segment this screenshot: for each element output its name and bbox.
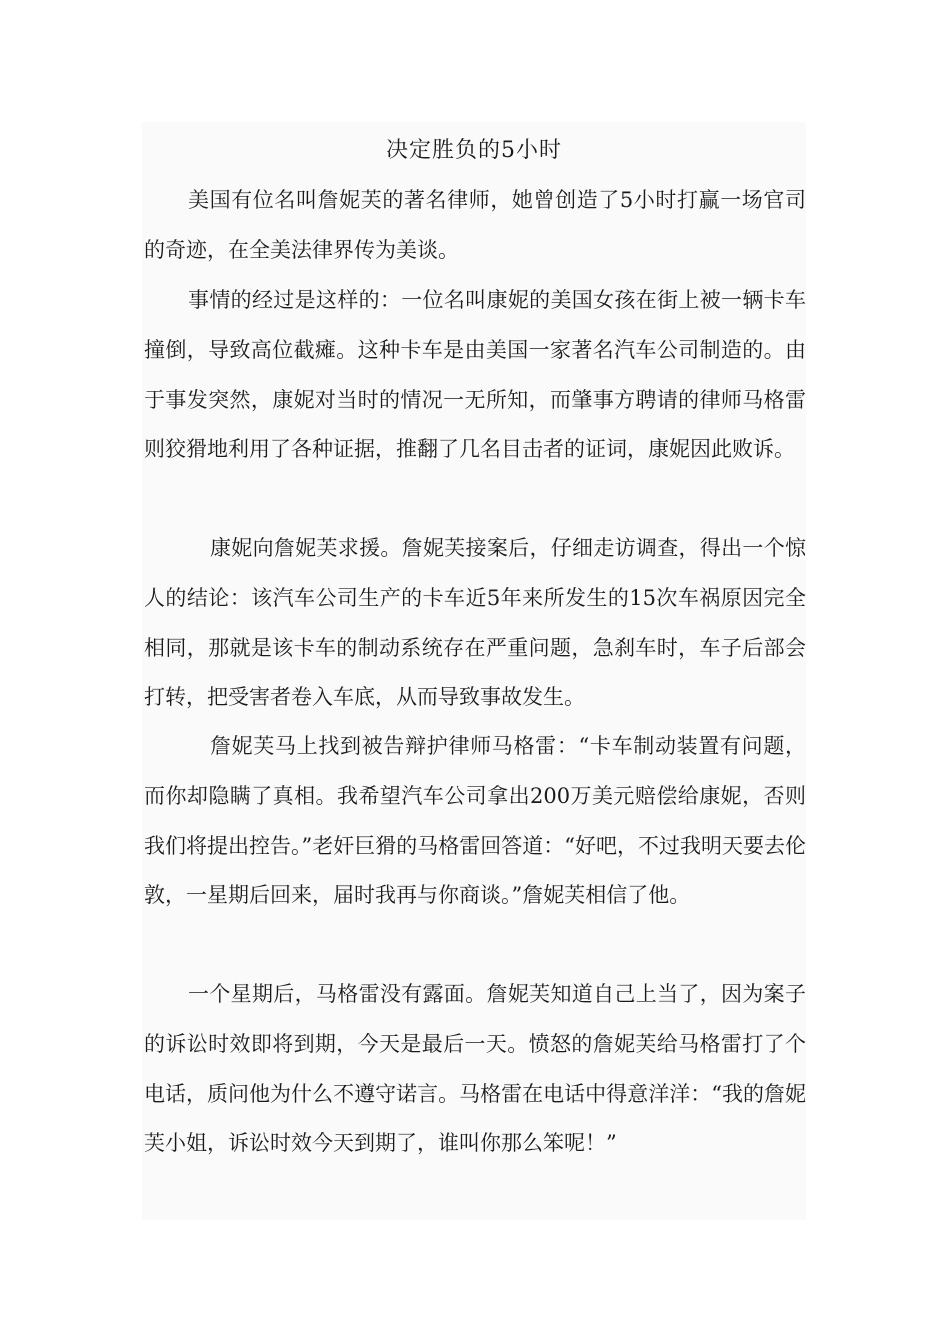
paragraph-2: 事情的经过是这样的：一位名叫康妮的美国女孩在街上被一辆卡车撞倒，导致高位截瘫。这种卡车是由美国一家著名汽车公司制造的。由于事发突然，康妮对当时的情况一无所知，而肇事方聘请的律师马格雷则狡猾地利用了各种证据，推翻了几名目击者的证词，康妮因此败诉。 (144, 288, 806, 462)
paragraph-3: 康妮向詹妮芙求援。詹妮芙接案后，仔细走访调查，得出一个惊人的结论：该汽车公司生产的卡车近5年来所发生的15次车祸原因完全相同，那就是该卡车的制动系统存在严重问题，急刹车时，车子后部会打转，把受害者卷入车底，从而导致事故发生。 (144, 536, 806, 710)
document-page (142, 122, 806, 1220)
paragraph-5: 一个星期后，马格雷没有露面。詹妮芙知道自己上当了，因为案子的诉讼时效即将到期，今天是最后一天。愤怒的詹妮芙给马格雷打了个电话，质问他为什么不遵守诺言。马格雷在电话中得意洋洋：“我的詹妮芙小姐，诉讼时效今天到期了，谁叫你那么笨呢！” (144, 982, 806, 1156)
paragraph-4: 詹妮芙马上找到被告辩护律师马格雷：“卡车制动装置有问题，而你却隐瞒了真相。我希望汽车公司拿出200万美元赔偿给康妮，否则我们将提出控告。”老奸巨猾的马格雷回答道：“好吧，不过我明天要去伦敦，一星期后回来，届时我再与你商谈。”詹妮芙相信了他。 (144, 734, 806, 908)
document-title: 决定胜负的5小时 (386, 138, 562, 163)
paragraph-1: 美国有位名叫詹妮芙的著名律师，她曾创造了5小时打赢一场官司的奇迹，在全美法律界传为美谈。 (144, 188, 806, 262)
